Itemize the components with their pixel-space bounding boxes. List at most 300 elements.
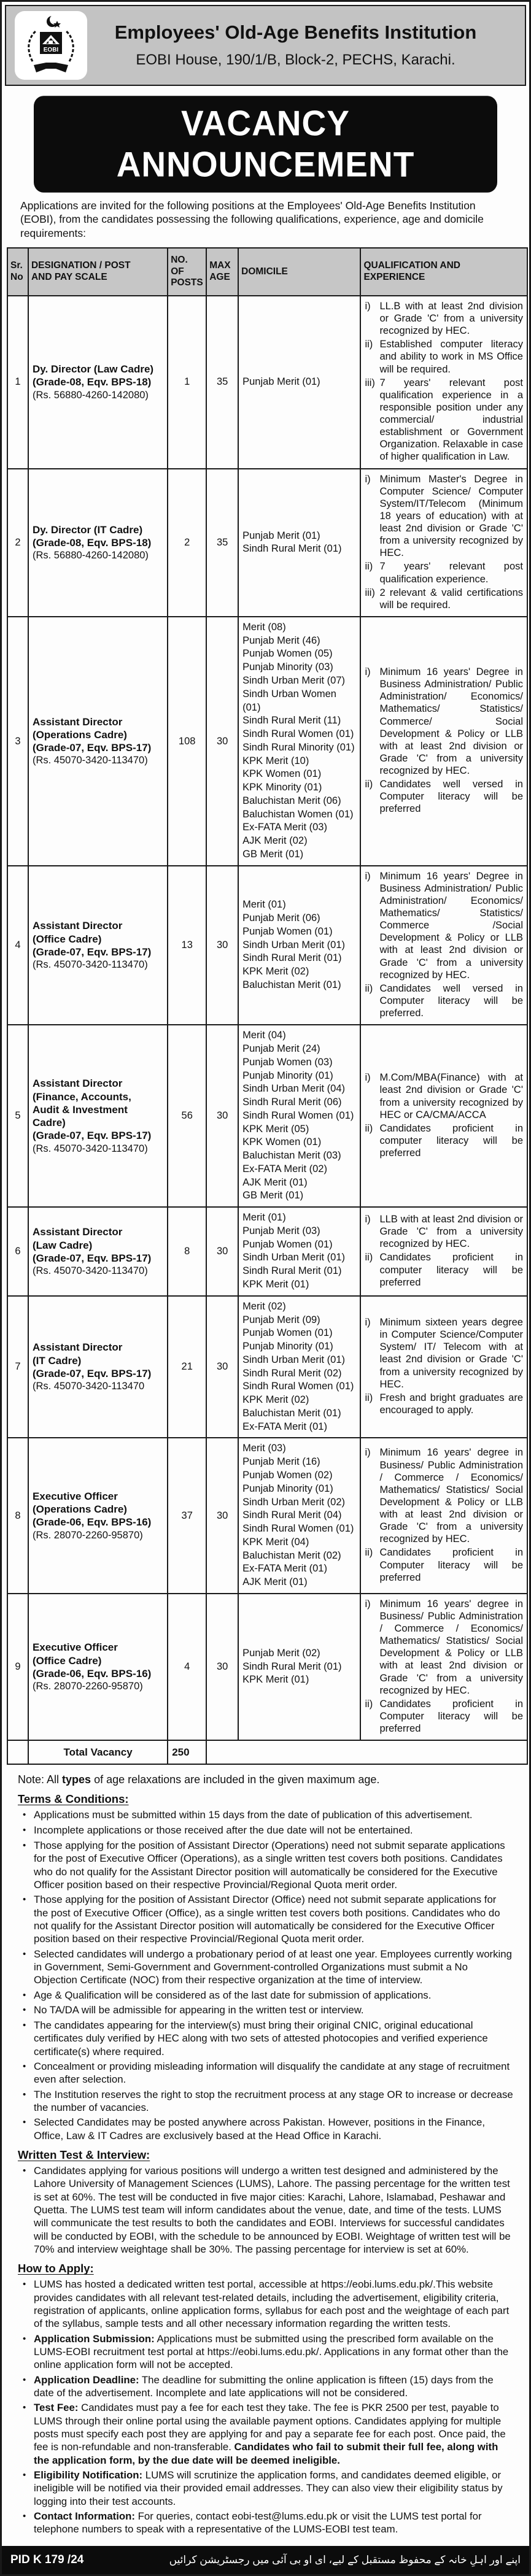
cell-domicile: [238, 1438, 360, 1593]
domicile-line: KPK Merit (10): [242, 755, 309, 766]
domicile-line: Merit (01): [242, 899, 286, 911]
domicile-line: Punjab Women (02): [242, 1469, 333, 1481]
qualification-item: [365, 666, 523, 777]
qualification-item: [365, 1598, 523, 1697]
cell-domicile: [238, 617, 360, 866]
domicile-line: AJK Merit (02): [242, 835, 308, 847]
cell-domicile: [238, 469, 360, 617]
domicile-line: Punjab Merit (46): [242, 634, 320, 646]
domicile-line: Punjab Merit (03): [242, 1225, 320, 1236]
designation-line: (Grade-07, Eqv. BPS-17): [32, 1130, 152, 1142]
qualification-item: [365, 338, 523, 375]
cell-sr-no: 8: [7, 1438, 28, 1593]
cell-no-of-posts: 1: [168, 296, 206, 469]
domicile-line: AJK Merit (01): [242, 1576, 308, 1588]
bullet-icon: •: [23, 1825, 26, 1836]
domicile-line: KPK Women (01): [242, 1136, 322, 1148]
bullet-item-text: Age & Qualification will be considered as of the last date for submission of applications.: [34, 1989, 432, 2001]
domicile-line: KPK Merit (01): [242, 1279, 309, 1290]
pay-scale-line: (Rs. 56880-4260-142080): [32, 550, 149, 561]
qualification-item: [365, 1392, 523, 1416]
cell-sr-no: 7: [7, 1296, 28, 1438]
cell-max-age: 30: [206, 617, 238, 866]
domicile-line: Merit (04): [242, 1030, 286, 1041]
qualification-text: Fresh and bright graduates are encouraged to apply.: [379, 1392, 523, 1416]
pay-scale-line: (Rs. 45070-3420-113470): [32, 1143, 148, 1154]
qualification-number: i): [365, 300, 371, 312]
cell-no-of-posts: 21: [168, 1296, 206, 1438]
bullet-item-text: Application Deadline: The deadline for submitting the online application is fifteen (15) days from the date of the advertisement. Incomplete and late applications will not be considered.: [34, 2374, 494, 2399]
intro-paragraph: Applications are invited for the following positions at the Employees' Old-Age Benefits Institution (EOBI), from the candidates possessing the following qualifications, experience, age and domicile requirements:: [20, 199, 484, 239]
bullet-icon: •: [23, 2117, 26, 2128]
total-vacancy-label: Total Vacancy: [28, 1740, 168, 1764]
cell-designation: [28, 1207, 168, 1296]
written-test-heading: Written Test & Interview:: [18, 2148, 150, 2162]
qualification-item: [365, 1251, 523, 1288]
vacancy-table: [7, 247, 528, 1765]
qualification-text: Candidates proficient in Computer literacy will be preferred: [379, 1547, 523, 1583]
qualification-text: 7 years' relevant post qualification experience in a responsible position under any commercial/ industrial establishment or Government Organization. Relaxable in case of higher qualification in Law.: [379, 377, 523, 463]
cell-no-of-posts: 108: [168, 617, 206, 866]
domicile-line: Punjab Minority (01): [242, 1341, 333, 1352]
cell-sr-no: 9: [7, 1594, 28, 1740]
pay-scale-line: (Rs. 28070-2260-95870): [32, 1529, 143, 1541]
qualification-number: iii): [365, 587, 375, 598]
terms-bullet: [18, 2060, 513, 2086]
domicile-line: Ex-FATA Merit (03): [242, 822, 327, 833]
bullet-icon: •: [23, 2005, 26, 2016]
bullet-item-text: The candidates appearing for the interview(s) must bring their original CNIC, original educational certificates duly verified by HEC along with two sets of attested photocopies and verified experience certificate(s) where required.: [34, 2019, 488, 2057]
cell-max-age: 30: [206, 866, 238, 1025]
domicile-line: Sindh Rural Women (01): [242, 728, 354, 740]
how-to-apply-bullet: [18, 2374, 513, 2400]
qualification-text: Candidates proficient in Computer literacy will be preferred: [379, 1698, 523, 1735]
domicile-line: Baluchistan Merit (06): [242, 795, 341, 806]
qualification-item: [365, 377, 523, 463]
domicile-line: Baluchistan Merit (02): [242, 1549, 341, 1561]
cell-qualification: [360, 866, 527, 1025]
designation-line: Assistant Director: [32, 1341, 123, 1354]
domicile-line: Sindh Rural Women (01): [242, 1381, 354, 1392]
qualification-item: [365, 778, 523, 815]
column-header: Sr. No: [7, 248, 28, 296]
bullet-item-text: Eligibility Notification: LUMS will scrutinize the application forms, and candidates deemed eligible, or ineligible will be notified via their provided email addresses. They can also view their eligibility status by logging into their test accounts.: [34, 2469, 503, 2507]
qualification-text: LLB with at least 2nd division or Grade 'C' from a university recognized by HEC.: [379, 1214, 523, 1250]
designation-line: (Office Cadre): [32, 933, 102, 945]
qualification-number: ii): [365, 1698, 373, 1710]
terms-bullet: [18, 1948, 513, 1987]
domicile-line: Punjab Merit (01): [242, 530, 320, 541]
qualification-text: M.Com/MBA(Finance) with at least 2nd division or Grade 'C' from a university recognized by HEC or CA/CMA/ACCA: [379, 1072, 523, 1120]
cell-max-age: 30: [206, 1025, 238, 1207]
domicile-line: Punjab Merit (06): [242, 912, 320, 924]
cell-designation: [28, 866, 168, 1025]
qualification-number: ii): [365, 1252, 373, 1263]
cell-qualification: [360, 1296, 527, 1438]
cell-max-age: 35: [206, 296, 238, 469]
designation-line: Assistant Director: [32, 1078, 123, 1090]
designation-line: Assistant Director: [32, 715, 123, 728]
column-header: DOMICILE: [238, 248, 360, 296]
cell-no-of-posts: 4: [168, 1594, 206, 1740]
qualification-item: [365, 1071, 523, 1121]
qualification-text: Minimum 16 years' Degree in Business Administration/ Public Administration/ Economics/ Mathematics/ Statistics/ Commerce /Social Development & Policy or LLB with at least 2nd division or Grade 'C' from a university recognized by HEC.: [379, 870, 523, 981]
qualification-text: Candidates proficient in computer literacy will be preferred: [379, 1252, 523, 1288]
total-empty-span: [206, 1740, 527, 1764]
bullet-icon: •: [23, 2402, 26, 2413]
qualification-text: Minimum 16 years' Degree in Business Administration/ Public Administration/ Economics/ Mathematics/ Statistics/ Commerce/ Social Development & Policy or LLB with at least 2nd division or Grade 'C' from a university recognized by HEC.: [379, 666, 523, 777]
terms-bullet: [18, 1893, 513, 1945]
domicile-line: Punjab Women (01): [242, 1238, 333, 1250]
domicile-line: Punjab Minority (01): [242, 1070, 333, 1081]
pay-scale-line: (Rs. 45070-3420-113470): [32, 959, 148, 971]
domicile-line: Sindh Urban Merit (01): [242, 1252, 346, 1263]
header: [5, 5, 526, 86]
svg-text:EOBI: EOBI: [43, 47, 59, 53]
qualification-item: [365, 587, 523, 611]
domicile-line: Punjab Women (01): [242, 925, 333, 937]
how-to-apply-bullet: [18, 2278, 513, 2330]
cell-domicile: [238, 866, 360, 1025]
bullet-icon: •: [23, 2020, 26, 2031]
domicile-line: Sindh Rural Merit (06): [242, 1097, 342, 1108]
qualification-text: Minimum sixteen years degree in Computer Science/Computer System/ IT/ Telecom with at least 2nd division or Grade 'C' from a university recognized by HEC.: [379, 1317, 523, 1390]
qualification-number: i): [365, 473, 371, 485]
bullet-icon: •: [23, 2279, 26, 2290]
cell-no-of-posts: 56: [168, 1025, 206, 1207]
bullet-item-text: Those applying for the position of Assistant Director (Operations) need not submit separate applications for the post of Executive Officer (Operations), as a single written test covers both positions. Candidates who do not qualify for the Assistant Director position will automatically be considered for the Executive Officer position based on their respective Provincial/Regional Quota merit order.: [34, 1839, 505, 1891]
qualification-item: [365, 1316, 523, 1390]
qualification-number: i): [365, 1072, 371, 1084]
qualification-number: ii): [365, 1392, 373, 1403]
cell-domicile: [238, 1207, 360, 1296]
table-row: [7, 866, 527, 1025]
bullet-icon: •: [23, 1948, 26, 1959]
designation-line: (IT Cadre): [32, 1354, 82, 1367]
domicile-line: Punjab Merit (02): [242, 1647, 320, 1659]
bullet-item-text: No TA/DA will be admissible for appearing in the written test or interview.: [34, 2004, 364, 2016]
qualification-item: [365, 1546, 523, 1583]
cell-sr-no: 4: [7, 866, 28, 1025]
pid-number: PID K 179 /24: [10, 2553, 84, 2566]
domicile-line: Punjab Minority (01): [242, 1483, 333, 1494]
bullet-item-text: Test Fee: Candidates must pay a fee for each test they take. The fee is PKR 2500 per test, payable to LUMS through their online portal using the available payment options. Candidates applying for multiple posts must specify each post they are applying for and pay a separate fee for each post. Once paid, the fee is non-refundable and non-transferable. Candidates who fail to submit their full fee, along with the application form, by the due date will be deemed ineligible.: [34, 2402, 506, 2466]
bullet-icon: •: [23, 2333, 26, 2344]
table-row: [7, 1025, 527, 1207]
designation-line: (Operations Cadre): [32, 1503, 127, 1516]
qualification-item: [365, 300, 523, 337]
qualification-number: i): [365, 666, 371, 678]
qualification-item: [365, 870, 523, 981]
qualification-item: [365, 473, 523, 560]
cell-qualification: [360, 296, 527, 469]
cell-max-age: 30: [206, 1207, 238, 1296]
designation-line: (Operations Cadre): [32, 728, 127, 741]
qualification-number: ii): [365, 779, 373, 790]
column-header: MAX AGE: [206, 248, 238, 296]
qualification-number: ii): [365, 339, 373, 350]
written-test-bullet: [18, 2164, 513, 2256]
eobi-logo: [15, 11, 87, 80]
domicile-line: Merit (03): [242, 1443, 286, 1454]
bullet-item-text: Candidates applying for various positions will undergo a written test designed and administered by the Lahore University of Management Sciences (LUMS), Lahore. The passing percentage for the written test is set at 60%. The test will be conducted in five major cities: Karachi, Lahore, Islamabad, Peshawar and Quetta. The LUMS test team will inform candidates about the venue, date, and time of the tests. LUMS will communicate the test results to both the candidates and EOBI. Interviews for successful candidates will be conducted by EOBI, with the schedule to be announced by EOBI. Weightage of written test will be 70% and interview weightage shall be 30%. The passing percentage for interview is set at 60%.: [34, 2165, 511, 2256]
bullet-icon: •: [23, 1840, 26, 1851]
cell-max-age: 30: [206, 1594, 238, 1740]
domicile-line: Sindh Rural Merit (02): [242, 1367, 342, 1379]
domicile-line: Sindh Rural Merit (04): [242, 1510, 342, 1521]
bullet-item-text: Applications must be submitted within 15 days from the date of publication of this advertisement.: [34, 1809, 473, 1821]
pay-scale-line: (Rs. 28070-2260-95870): [32, 1681, 143, 1692]
bullet-icon: •: [23, 2089, 26, 2100]
qualification-number: ii): [365, 1122, 373, 1134]
age-relaxation-note: [18, 1773, 513, 1786]
qualification-item: [365, 1122, 523, 1159]
domicile-line: Sindh Rural Merit (11): [242, 715, 341, 727]
bullet-item-text: LUMS has hosted a dedicated written test portal, accessible at https://eobi.lums.edu.pk/.This website provides candidates with all relevant test-related details, including the advertisement, eligibility criteria, registration of applicants, online application forms, syllabus for each post and the weightage of each part of the syllabus, sample tests and all other necessary information regarding the written tests.: [34, 2278, 510, 2330]
total-vacancy-value: 250: [168, 1740, 206, 1764]
cell-domicile: [238, 1594, 360, 1740]
cell-max-age: 35: [206, 469, 238, 617]
domicile-line: KPK Merit (02): [242, 1394, 309, 1406]
cell-designation: [28, 1025, 168, 1207]
qualification-number: i): [365, 1598, 371, 1610]
vacancy-banner: VACANCY ANNOUNCEMENT: [34, 96, 497, 193]
how-to-apply-bullet: [18, 2469, 513, 2508]
designation-line: (Grade-06, Eqv. BPS-16): [32, 1667, 152, 1679]
designation-line: (Grade-06, Eqv. BPS-16): [32, 1516, 152, 1529]
table-row: [7, 1594, 527, 1740]
cell-qualification: [360, 1438, 527, 1593]
domicile-line: Sindh Urban Women (01): [242, 688, 336, 713]
domicile-line: Sindh Rural Women (01): [242, 1523, 354, 1535]
domicile-line: KPK Merit (02): [242, 966, 309, 978]
cell-designation: [28, 1296, 168, 1438]
note-suffix: of age relaxations are included in the given maximum age.: [91, 1773, 380, 1786]
qualification-text: 7 years' relevant post qualification experience.: [379, 561, 523, 585]
qualification-item: [365, 1446, 523, 1545]
qualification-number: ii): [365, 561, 373, 573]
bullet-icon: •: [23, 2374, 26, 2385]
qualification-text: 2 relevant & valid certifications will be required.: [379, 587, 523, 611]
domicile-line: Baluchistan Women (01): [242, 808, 354, 820]
designation-line: (Grade-07, Eqv. BPS-17): [32, 946, 152, 958]
designation-line: (Office Cadre): [32, 1654, 102, 1667]
qualification-number: i): [365, 1317, 371, 1328]
domicile-line: Sindh Rural Merit (01): [242, 952, 342, 964]
qualification-item: [365, 1213, 523, 1250]
domicile-line: Punjab Women (01): [242, 1327, 333, 1339]
bullet-icon: •: [23, 1989, 26, 2000]
domicile-line: KPK Merit (04): [242, 1536, 309, 1548]
designation-line: (Law Cadre): [32, 1239, 93, 1251]
domicile-line: Merit (01): [242, 1212, 286, 1224]
terms-bullet-list: [18, 1808, 513, 2142]
table-header-row: [7, 248, 527, 296]
designation-line: (Grade-08, Eqv. BPS-18): [32, 536, 152, 549]
bullet-icon: •: [23, 1894, 26, 1905]
table-row: [7, 1438, 527, 1593]
designation-line: (Grade-07, Eqv. BPS-17): [32, 1252, 152, 1264]
domicile-line: Merit (08): [242, 621, 286, 633]
domicile-line: Sindh Rural Merit (01): [242, 1660, 342, 1672]
qualification-text: Minimum 16 years' degree in Business/ Public Administration / Commerce / Economics/ Mathematics/ Statistics/ Social Development & Policy or LLB with at least 2nd division or Grade 'C' from a university recognized by HEC.: [379, 1447, 523, 1545]
qualification-number: i): [365, 1214, 371, 1225]
qualification-text: Candidates well versed in Computer literacy will be preferred: [379, 779, 523, 815]
cell-sr-no: 1: [7, 296, 28, 469]
table-row: [7, 469, 527, 617]
how-to-apply-bullet: [18, 2510, 513, 2536]
bullet-item-text: Incomplete applications or those received after the due date will not be entertained.: [34, 1824, 413, 1837]
total-empty-sr: [7, 1740, 28, 1764]
cell-no-of-posts: 2: [168, 469, 206, 617]
domicile-line: Merit (02): [242, 1300, 286, 1312]
qualification-number: ii): [365, 1547, 373, 1559]
how-to-apply-heading: How to Apply:: [18, 2262, 94, 2275]
org-address: EOBI House, 190/1/B, Block-2, PECHS, Karachi.: [136, 52, 455, 69]
domicile-line: KPK Women (01): [242, 768, 322, 780]
terms-bullet: [18, 2003, 513, 2017]
bullet-item-text: The Institution reserves the right to stop the recruitment process at any stage OR to increase or decrease the number of vacancies.: [34, 2088, 513, 2114]
table-row: [7, 617, 527, 866]
cell-qualification: [360, 1207, 527, 1296]
domicile-line: Sindh Rural Merit (01): [242, 543, 342, 555]
qualification-text: LL.B with at least 2nd division or Grade 'C' from a university recognized by HEC.: [379, 300, 523, 337]
domicile-line: Punjab Women (05): [242, 648, 333, 660]
qualification-number: iii): [365, 377, 375, 388]
designation-line: (Grade-08, Eqv. BPS-18): [32, 376, 152, 388]
table-row: [7, 296, 527, 469]
table-row: [7, 1207, 527, 1296]
designation-line: Dy. Director (Law Cadre): [32, 363, 154, 376]
terms-bullet: [18, 2019, 513, 2058]
cell-sr-no: 2: [7, 469, 28, 617]
domicile-line: GB Merit (01): [242, 1190, 304, 1201]
bullet-item-text: Concealment or providing misleading information will disqualify the candidate at any stage of recruitment even after selection.: [34, 2061, 510, 2086]
cell-no-of-posts: 37: [168, 1438, 206, 1593]
terms-bullet: [18, 1824, 513, 1837]
header-text: [99, 22, 516, 69]
terms-bullet: [18, 1839, 513, 1891]
terms-bullet: [18, 1808, 513, 1822]
domicile-line: Ex-FATA Merit (01): [242, 1421, 327, 1432]
domicile-line: Baluchistan Merit (01): [242, 979, 341, 990]
designation-line: Audit & Investment Cadre): [32, 1103, 128, 1129]
qualification-item: [365, 1698, 523, 1735]
bullet-item-text: Selected candidates will undergo a probationary period of at least one year. Employees currently working in Government, Semi-Government and Government-controlled Organizations must submit a No Objection Certificate (NOC) from their respective organization at the time of interview.: [34, 1948, 512, 1986]
cell-no-of-posts: 8: [168, 1207, 206, 1296]
bullet-item-text: Selected Candidates may be posted anywhere across Pakistan. However, positions in the Finance, Office, Law & IT Cadres are exclusively based at the Head Office in Karachi.: [34, 2116, 486, 2142]
eobi-emblem-icon: [21, 13, 80, 77]
column-header: QUALIFICATION AND EXPERIENCE: [360, 248, 527, 296]
cell-designation: [28, 469, 168, 617]
bullet-item-text: Those applying for the position of Assistant Director (Office) need not submit separate applications for the post of Executive Officer (Office), as a single written test covers both positions. Candidates who do not qualify for the Assistant Director position will automatically be considered for the Executive Officer position based on their respective Provincial/Regional Quota merit order.: [34, 1894, 500, 1945]
domicile-line: Sindh Rural Merit (01): [242, 1265, 342, 1277]
total-vacancy-row: [7, 1740, 527, 1764]
domicile-line: AJK Merit (01): [242, 1176, 308, 1188]
pay-scale-line: (Rs. 56880-4260-142080): [32, 389, 149, 401]
bullet-icon: •: [23, 1810, 26, 1821]
bullet-icon: •: [23, 2469, 26, 2480]
domicile-line: KPK Minority (01): [242, 782, 322, 793]
domicile-line: Baluchistan Merit (03): [242, 1150, 341, 1162]
terms-heading: Terms & Conditions:: [18, 1792, 129, 1806]
terms-bullet: [18, 1989, 513, 2002]
qualification-text: Minimum 16 years' degree in Business/ Public Administration / Commerce / Economics/ Mathematics/ Statistics/ Social Development & Policy or LLB with at least 2nd division or Grade 'C' from a university recognized by HEC.: [379, 1598, 523, 1696]
domicile-line: Punjab Merit (01): [242, 376, 320, 387]
domicile-line: Baluchistan Merit (01): [242, 1407, 341, 1419]
cell-qualification: [360, 1025, 527, 1207]
column-header: NO. OF POSTS: [168, 248, 206, 296]
cell-qualification: [360, 1594, 527, 1740]
cell-designation: [28, 1594, 168, 1740]
cell-no-of-posts: 13: [168, 866, 206, 1025]
qualification-text: Minimum Master's Degree in Computer Science/ Computer System/IT/Telecom (Minimum 18 years of education) with at least 2nd division or Grade 'C' from a university recognized by HEC.: [379, 473, 523, 559]
note-bold: types: [62, 1773, 91, 1786]
qualification-item: [365, 982, 523, 1019]
designation-line: (Grade-07, Eqv. BPS-17): [32, 742, 152, 754]
bullet-icon: •: [23, 2165, 26, 2177]
table-row: [7, 1296, 527, 1438]
cell-designation: [28, 617, 168, 866]
written-test-bullet-list: [18, 2164, 513, 2256]
qualification-number: ii): [365, 982, 373, 994]
designation-line: Executive Officer: [32, 1641, 118, 1654]
domicile-line: Sindh Rural Minority (01): [242, 741, 355, 753]
domicile-line: Sindh Urban Merit (04): [242, 1083, 346, 1095]
qualification-text: Candidates proficient in computer literacy will be preferred: [379, 1122, 523, 1159]
designation-line: Dy. Director (IT Cadre): [32, 523, 143, 536]
qualification-number: i): [365, 870, 371, 882]
bullet-icon: •: [23, 2510, 26, 2521]
bullet-icon: •: [23, 2061, 26, 2072]
cell-qualification: [360, 469, 527, 617]
domicile-line: KPK Merit (05): [242, 1123, 309, 1135]
org-name: Employees' Old-Age Benefits Institution: [114, 21, 477, 43]
domicile-line: GB Merit (01): [242, 848, 304, 860]
how-to-apply-bullet: [18, 2401, 513, 2467]
qualification-text: Established computer literacy and ability to work in MS Office will be required.: [379, 339, 523, 375]
terms-bullet: [18, 2088, 513, 2115]
designation-line: (Grade-07, Eqv. BPS-17): [32, 1367, 152, 1379]
qualification-text: Candidates well versed in Computer literacy will be preferred.: [379, 982, 523, 1019]
designation-line: (Finance, Accounts,: [32, 1090, 131, 1103]
pay-scale-line: (Rs. 45070-3420-113470): [32, 1265, 148, 1277]
how-to-apply-bullet: [18, 2332, 513, 2372]
domicile-line: Punjab Merit (09): [242, 1314, 320, 1325]
cell-domicile: [238, 1296, 360, 1438]
domicile-line: Punjab Merit (24): [242, 1043, 320, 1054]
domicile-line: Sindh Urban Merit (01): [242, 1354, 346, 1365]
domicile-line: Sindh Urban Merit (07): [242, 675, 346, 687]
domicile-line: Punjab Women (03): [242, 1056, 333, 1068]
cell-max-age: 30: [206, 1438, 238, 1593]
footer-bar: [2, 2546, 529, 2574]
domicile-line: Sindh Urban Merit (01): [242, 939, 346, 951]
how-to-apply-bullet-list: [18, 2278, 513, 2536]
qualification-item: [365, 560, 523, 585]
domicile-line: Punjab Minority (03): [242, 661, 333, 673]
bullet-item-text: Application Submission: Applications must be submitted using the prescribed form available on the LUMS-EOBI recruitment test portal at https://eobi.lums.edu.pk/. Applications in any format other than the online application form will not be accepted.: [34, 2332, 509, 2371]
column-header: DESIGNATION / POST AND PAY SCALE: [28, 248, 168, 296]
bullet-item-text: Contact Information: For queries, contact eobi-test@lums.edu.pk or visit the LUMS test portal for telephone numbers to speak with a representative of the LUMS-EOBI test team.: [34, 2510, 482, 2536]
domicile-line: Ex-FATA Merit (01): [242, 1563, 327, 1575]
designation-line: Executive Officer: [32, 1490, 118, 1502]
cell-sr-no: 6: [7, 1207, 28, 1296]
qualification-number: i): [365, 1447, 371, 1459]
domicile-line: Sindh Urban Merit (02): [242, 1496, 346, 1508]
terms-bullet: [18, 2116, 513, 2142]
cell-sr-no: 3: [7, 617, 28, 866]
